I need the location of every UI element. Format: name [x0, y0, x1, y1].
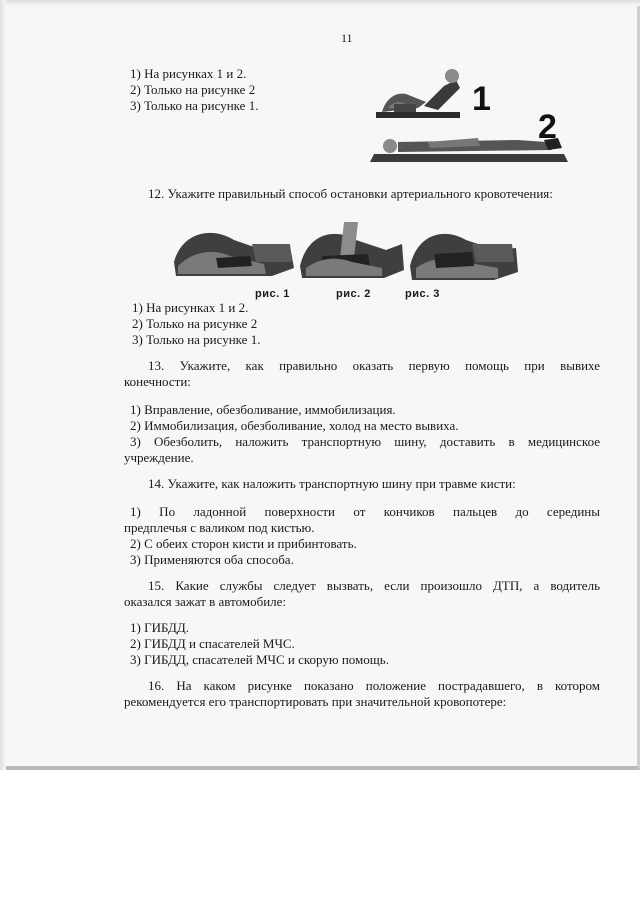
fig-1-drawing — [174, 233, 294, 276]
caption-fig-3: рис. 3 — [405, 288, 440, 300]
victim-positions-figure — [368, 68, 580, 170]
q11-option-1: 1) На рисунках 1 и 2. — [130, 66, 247, 81]
q15-question-line-2: оказался зажат в автомобиле: — [124, 594, 287, 609]
q16-question-line-1: 16. На каком рисунке показано положение пострадавшего, в котором — [148, 678, 600, 693]
position-1-drawing — [376, 69, 460, 118]
q14-option-1-line-1: 1) По ладонной поверхности от кончиков пальцев до середины — [130, 504, 600, 519]
scan-edge-top — [0, 0, 640, 6]
fig-3-drawing — [410, 234, 518, 280]
q14-option-1-line-2: предплечья с валиком под кистью. — [124, 520, 315, 535]
q14-question: 14. Укажите, как наложить транспортную шину при травме кисти: — [148, 476, 516, 491]
bleeding-stop-figure — [172, 222, 520, 286]
q11-option-3: 3) Только на рисунке 1. — [130, 98, 259, 113]
q13-question-line-2: конечности: — [124, 374, 191, 389]
q15-question-line-1: 15. Какие службы следует вызвать, если произошло ДТП, а водитель — [148, 578, 600, 593]
q15-option-1: 1) ГИБДД. — [130, 620, 189, 635]
q15-option-2: 2) ГИБДД и спасателей МЧС. — [130, 636, 295, 651]
q13-question-line-1: 13. Укажите, как правильно оказать первую помощь при вывихе — [148, 358, 600, 373]
caption-fig-2: рис. 2 — [336, 288, 371, 300]
q12-option-1: 1) На рисунках 1 и 2. — [132, 300, 249, 315]
q13-option-3-line-2: учреждение. — [124, 450, 194, 465]
q16-question-line-2: рекомендуется его транспортировать при значительной кровопотере: — [124, 694, 507, 709]
q13-option-1: 1) Вправление, обезболивание, иммобилизация. — [130, 402, 396, 417]
figure-number-2: 2 — [538, 108, 557, 146]
q13-option-3-line-1: 3) Обезболить, наложить транспортную шину, доставить в медицинское — [130, 434, 600, 449]
q13-option-2: 2) Иммобилизация, обезболивание, холод на место вывиха. — [130, 418, 459, 433]
q12-option-3: 3) Только на рисунке 1. — [132, 332, 261, 347]
q12-question: 12. Укажите правильный способ остановки артериального кровотечения: — [148, 186, 553, 201]
caption-fig-1: рис. 1 — [255, 288, 290, 300]
q12-option-2: 2) Только на рисунке 2 — [132, 316, 258, 331]
fig-2-drawing — [300, 222, 404, 278]
figure-number-1: 1 — [472, 80, 491, 118]
q11-option-2: 2) Только на рисунке 2 — [130, 82, 256, 97]
q14-option-3: 3) Применяются оба способа. — [130, 552, 294, 567]
q15-option-3: 3) ГИБДД, спасателей МЧС и скорую помощь. — [130, 652, 389, 667]
page-number: 11 — [341, 31, 353, 45]
q14-option-2: 2) С обеих сторон кисти и прибинтовать. — [130, 536, 357, 551]
scan-edge-left — [0, 0, 6, 770]
